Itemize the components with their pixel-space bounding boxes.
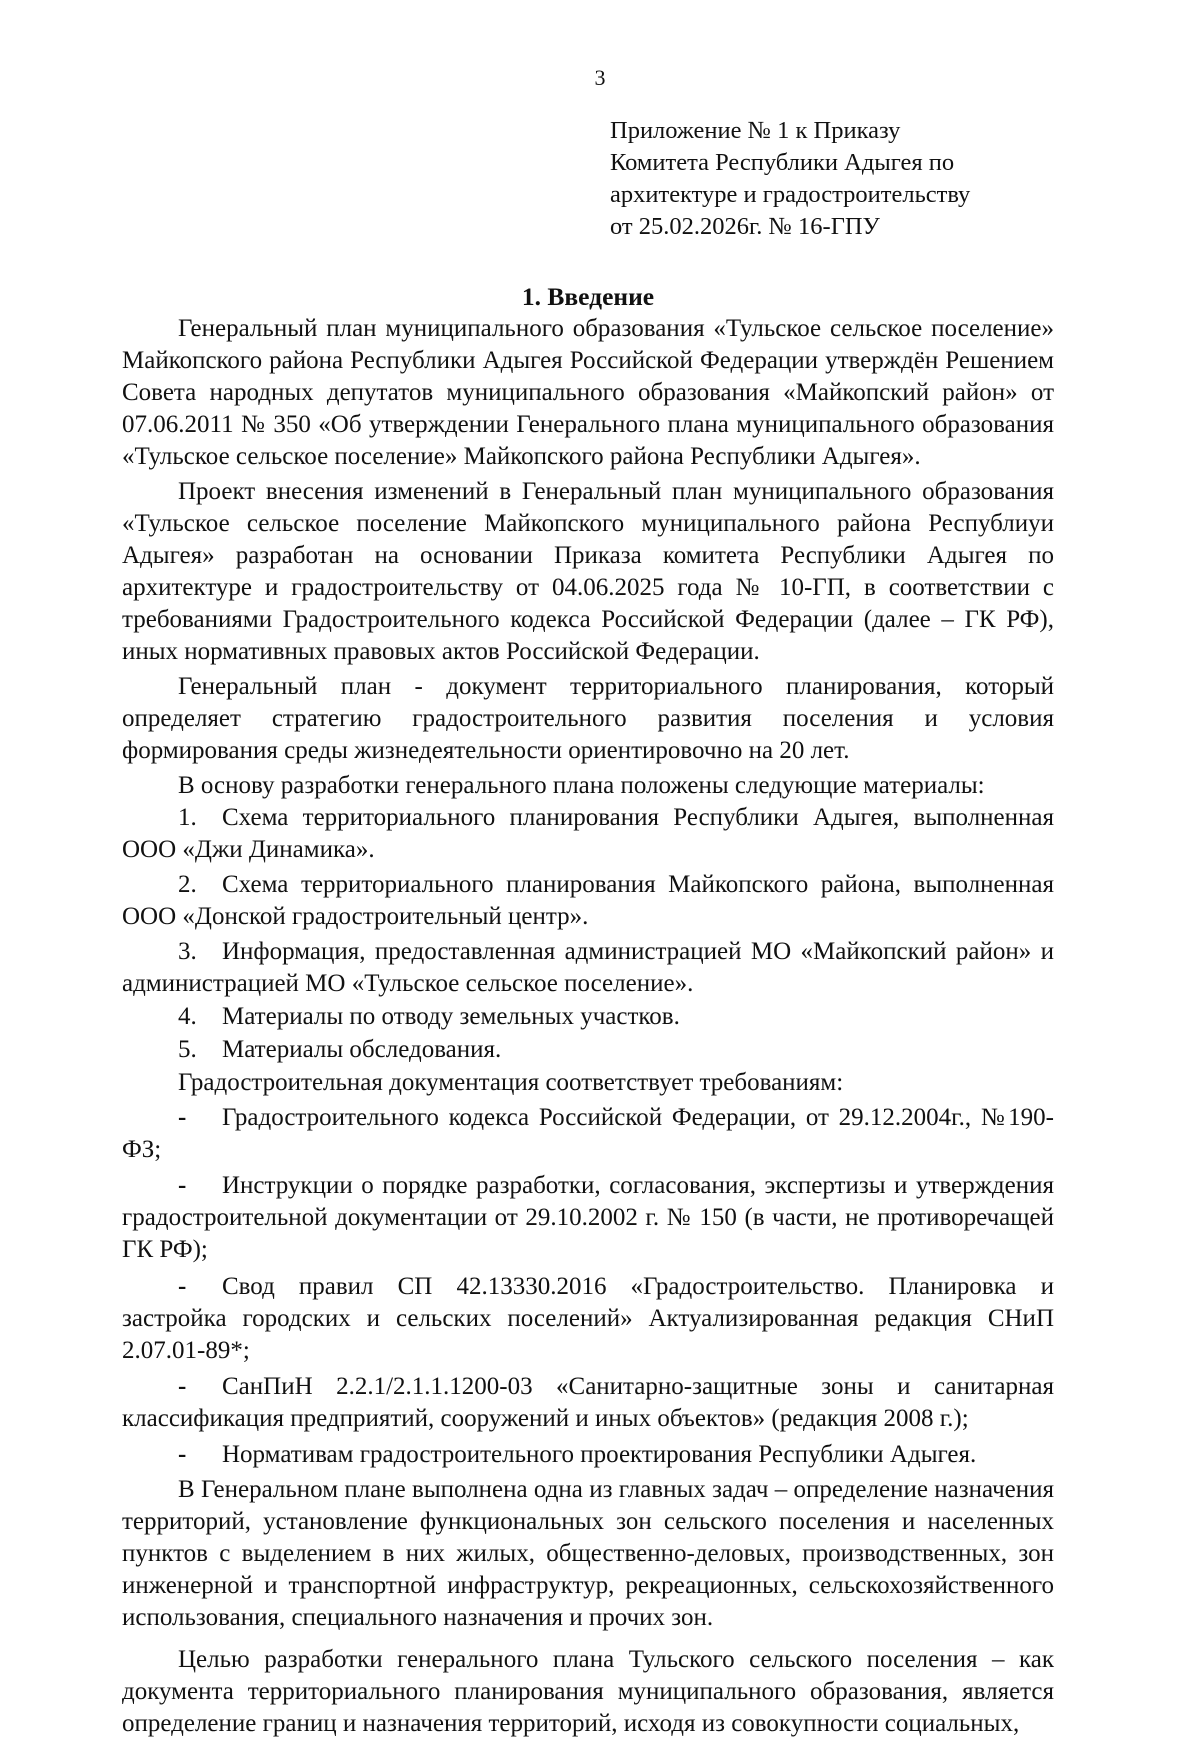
- appendix-line: от 25.02.2026г. № 16-ГПУ: [610, 213, 880, 240]
- paragraph-materials-intro: В основу разработки генерального плана положены следующие материалы:: [178, 772, 985, 799]
- list-number: 2.: [178, 871, 197, 898]
- list-text: Нормативам градостроительного проектирования Республики Адыгея.: [222, 1441, 977, 1468]
- list-dash: -: [178, 1373, 187, 1400]
- list-dash: -: [178, 1104, 187, 1131]
- materials-list-item: [122, 1034, 1054, 1066]
- list-text: Схема территориального планирования Республики Адыгея, выполненная ООО «Джи Динамика».: [122, 804, 1054, 863]
- requirements-list-item: [122, 1102, 1054, 1166]
- paragraph-requirements-intro: Градостроительная документация соответствует требованиям:: [178, 1069, 844, 1096]
- list-dash: -: [178, 1172, 187, 1199]
- page-number: 3: [594, 65, 606, 90]
- list-number: 3.: [178, 938, 197, 965]
- paragraph-general-plan: Генеральный план муниципального образования «Тульское сельское поселение» Майкопского района Республики Адыгея Российской Федерации утверждён Решением Совета народных депутатов муниципального образования «Майкопский район» от 07.06.2011 № 350 «Об утверждении Генерального плана муниципального образования «Тульское сельское поселение» Майкопского района Республики Адыгея».: [122, 315, 1054, 470]
- list-text: Инструкции о порядке разработки, согласования, экспертизы и утверждения градостроительной документации от 29.10.2002 г. № 150 (в части, не противоречащей ГК РФ);: [122, 1172, 1054, 1263]
- appendix-line: архитектуре и градостроительству: [610, 181, 971, 208]
- appendix-header: [610, 115, 1050, 243]
- document-body: [122, 281, 1054, 1740]
- list-text: Информация, предоставленная администрацией МО «Майкопский район» и администрацией МО «Тульское сельское поселение».: [122, 938, 1054, 997]
- paragraph-project: Проект внесения изменений в Генеральный план муниципального образования «Тульское сельское поселение Майкопского муниципального района Республиуи Адыгея» разработан на основании Приказа комитета Республики Адыгея по архитектуре и градостроительству от 04.06.2025 года № 10-ГП, в соответствии с требованиями Градостроительного кодекса Российской Федерации (далее – ГК РФ), иных нормативных правовых актов Российской Федерации.: [122, 478, 1054, 665]
- requirements-list-item: [122, 1271, 1054, 1367]
- materials-list-item: [122, 869, 1054, 933]
- list-number: 5.: [178, 1036, 197, 1063]
- paragraph-main-task: В Генеральном плане выполнена одна из главных задач – определение назначения территорий, установление функциональных зон сельского поселения и населенных пунктов с выделением в них жилых, общественно-деловых, производственных, зон инженерной и транспортной инфраструктур, рекреационных, сельскохозяйственного использования, специального назначения и прочих зон.: [122, 1476, 1054, 1631]
- list-dash: -: [178, 1273, 187, 1300]
- list-text: Свод правил СП 42.13330.2016 «Градостроительство. Планировка и застройка городских и сельских поселений» Актуализированная редакция СНиП 2.07.01-89*;: [122, 1273, 1054, 1364]
- list-number: 1.: [178, 804, 197, 831]
- list-text: Схема территориального планирования Майкопского района, выполненная ООО «Донской градостроительный центр».: [122, 871, 1054, 930]
- list-text: Градостроительного кодекса Российской Федерации, от 29.12.2004г., №190-ФЗ;: [122, 1104, 1054, 1163]
- list-text: Материалы по отводу земельных участков.: [222, 1003, 680, 1030]
- materials-list-item: [122, 1001, 1054, 1033]
- appendix-line: Комитета Республики Адыгея по: [610, 149, 955, 176]
- appendix-line: Приложение № 1 к Приказу: [610, 117, 901, 144]
- paragraph-definition: Генеральный план - документ территориального планирования, который определяет стратегию градостроительного развития поселения и условия формирования среды жизнедеятельности ориентировочно на 20 лет.: [122, 673, 1054, 764]
- requirements-list-item: [122, 1439, 1054, 1471]
- materials-list-item: [122, 802, 1054, 866]
- list-text: СанПиН 2.2.1/2.1.1.1200-03 «Санитарно-защитные зоны и санитарная классификация предприятий, сооружений и иных объектов» (редакция 2008 г.);: [122, 1373, 1054, 1432]
- materials-list-item: [122, 936, 1054, 1000]
- list-dash: -: [178, 1441, 187, 1468]
- list-text: Материалы обследования.: [222, 1036, 502, 1063]
- paragraph-goal: Целью разработки генерального плана Тульского сельского поселения – как документа территориального планирования муниципального образования, является определение границ и назначения территорий, исходя из совокупности социальных,: [122, 1646, 1054, 1737]
- list-number: 4.: [178, 1003, 197, 1030]
- section-title: 1. Введение: [521, 282, 655, 311]
- requirements-list-item: [122, 1170, 1054, 1266]
- requirements-list-item: [122, 1371, 1054, 1435]
